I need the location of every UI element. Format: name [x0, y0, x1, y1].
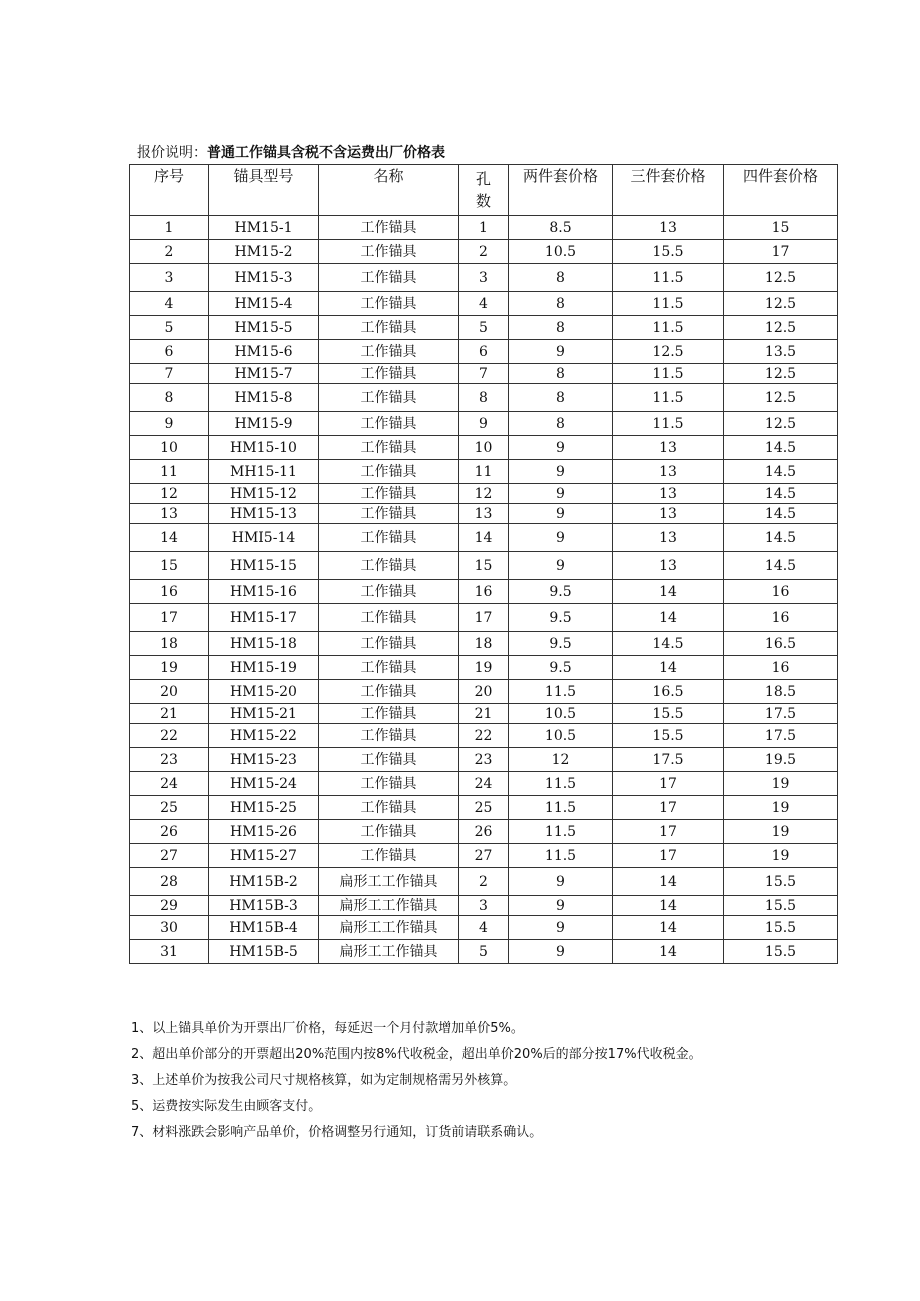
cell-model: HM15-17: [209, 604, 319, 632]
cell-two-set-price: 11.5: [509, 680, 613, 704]
cell-model: HM15-2: [209, 240, 319, 264]
cell-four-set-price: 12.5: [724, 292, 838, 316]
cell-holes: 4: [459, 916, 509, 940]
cell-four-set-price: 16: [724, 604, 838, 632]
table-row: [130, 844, 838, 868]
cell-holes: 17: [459, 604, 509, 632]
cell-name: 工作锚具: [319, 484, 459, 504]
table-body: [130, 216, 838, 964]
cell-model: HM15-6: [209, 340, 319, 364]
cell-two-set-price: 9: [509, 436, 613, 460]
cell-four-set-price: 12.5: [724, 316, 838, 340]
header-four-set: 四件套价格: [724, 165, 838, 216]
cell-two-set-price: 11.5: [509, 796, 613, 820]
cell-seq: 29: [130, 896, 209, 916]
cell-name: 工作锚具: [319, 316, 459, 340]
cell-three-set-price: 17: [613, 820, 724, 844]
cell-model: HM15-10: [209, 436, 319, 460]
cell-name: 工作锚具: [319, 364, 459, 384]
cell-model: HM15-22: [209, 724, 319, 748]
cell-four-set-price: 12.5: [724, 364, 838, 384]
table-row: [130, 940, 838, 964]
cell-two-set-price: 8: [509, 292, 613, 316]
cell-two-set-price: 11.5: [509, 844, 613, 868]
note-item: 2、超出单价部分的开票超出20%范围内按8%代收税金，超出单价20%后的部分按17%代收税金。: [131, 1047, 702, 1062]
cell-seq: 7: [130, 364, 209, 384]
cell-name: 工作锚具: [319, 504, 459, 524]
cell-holes: 21: [459, 704, 509, 724]
cell-holes: 16: [459, 580, 509, 604]
cell-model: HM15-19: [209, 656, 319, 680]
cell-two-set-price: 9: [509, 504, 613, 524]
cell-four-set-price: 14.5: [724, 504, 838, 524]
cell-four-set-price: 15.5: [724, 916, 838, 940]
cell-holes: 19: [459, 656, 509, 680]
cell-holes: 1: [459, 216, 509, 240]
cell-seq: 18: [130, 632, 209, 656]
header-row: [130, 165, 838, 216]
header-model: 锚具型号: [209, 165, 319, 216]
cell-four-set-price: 12.5: [724, 384, 838, 412]
cell-model: HM15-8: [209, 384, 319, 412]
table-row: [130, 412, 838, 436]
header-holes: [459, 165, 509, 216]
cell-seq: 27: [130, 844, 209, 868]
cell-name: 工作锚具: [319, 412, 459, 436]
cell-four-set-price: 15.5: [724, 868, 838, 896]
cell-two-set-price: 10.5: [509, 240, 613, 264]
cell-holes: 3: [459, 896, 509, 916]
table-row: [130, 340, 838, 364]
table-row: [130, 748, 838, 772]
cell-two-set-price: 10.5: [509, 704, 613, 724]
cell-model: HM15B-2: [209, 868, 319, 896]
cell-name: 工作锚具: [319, 552, 459, 580]
cell-seq: 13: [130, 504, 209, 524]
cell-model: HM15-18: [209, 632, 319, 656]
cell-three-set-price: 13: [613, 484, 724, 504]
cell-three-set-price: 16.5: [613, 680, 724, 704]
cell-four-set-price: 17.5: [724, 724, 838, 748]
cell-holes: 24: [459, 772, 509, 796]
cell-three-set-price: 13: [613, 216, 724, 240]
table-row: [130, 896, 838, 916]
cell-two-set-price: 11.5: [509, 772, 613, 796]
cell-name: 工作锚具: [319, 292, 459, 316]
table-row: [130, 580, 838, 604]
cell-two-set-price: 9: [509, 916, 613, 940]
cell-name: 工作锚具: [319, 724, 459, 748]
cell-model: HM15B-3: [209, 896, 319, 916]
cell-name: 工作锚具: [319, 772, 459, 796]
cell-four-set-price: 16.5: [724, 632, 838, 656]
cell-three-set-price: 17: [613, 796, 724, 820]
cell-two-set-price: 9.5: [509, 656, 613, 680]
cell-name: 工作锚具: [319, 460, 459, 484]
cell-seq: 23: [130, 748, 209, 772]
cell-seq: 8: [130, 384, 209, 412]
cell-holes: 3: [459, 264, 509, 292]
cell-two-set-price: 10.5: [509, 724, 613, 748]
cell-name: 工作锚具: [319, 820, 459, 844]
cell-two-set-price: 8: [509, 364, 613, 384]
cell-holes: 20: [459, 680, 509, 704]
header-two-set: 两件套价格: [509, 165, 613, 216]
cell-seq: 1: [130, 216, 209, 240]
cell-name: 扁形工工作锚具: [319, 868, 459, 896]
table-row: [130, 680, 838, 704]
cell-three-set-price: 17.5: [613, 748, 724, 772]
cell-seq: 14: [130, 524, 209, 552]
cell-holes: 22: [459, 724, 509, 748]
cell-model: HM15-26: [209, 820, 319, 844]
cell-three-set-price: 13: [613, 552, 724, 580]
table-row: [130, 524, 838, 552]
header-name: 名称: [319, 165, 459, 216]
cell-model: HM15-1: [209, 216, 319, 240]
cell-two-set-price: 8: [509, 412, 613, 436]
cell-two-set-price: 9: [509, 460, 613, 484]
cell-three-set-price: 11.5: [613, 364, 724, 384]
cell-name: 工作锚具: [319, 580, 459, 604]
note-item: 7、材料涨跌会影响产品单价，价格调整另行通知，订货前请联系确认。: [131, 1125, 543, 1140]
cell-model: HM15-15: [209, 552, 319, 580]
cell-four-set-price: 15.5: [724, 940, 838, 964]
cell-model: HM15-5: [209, 316, 319, 340]
cell-three-set-price: 14.5: [613, 632, 724, 656]
cell-two-set-price: 8: [509, 384, 613, 412]
cell-three-set-price: 11.5: [613, 384, 724, 412]
price-table: [129, 164, 838, 964]
cell-holes: 10: [459, 436, 509, 460]
cell-model: HM15-27: [209, 844, 319, 868]
cell-four-set-price: 14.5: [724, 524, 838, 552]
cell-four-set-price: 15: [724, 216, 838, 240]
cell-four-set-price: 16: [724, 656, 838, 680]
cell-holes: 4: [459, 292, 509, 316]
cell-name: 工作锚具: [319, 240, 459, 264]
cell-three-set-price: 11.5: [613, 292, 724, 316]
cell-holes: 2: [459, 240, 509, 264]
cell-holes: 11: [459, 460, 509, 484]
cell-four-set-price: 12.5: [724, 264, 838, 292]
table-row: [130, 656, 838, 680]
cell-holes: 8: [459, 384, 509, 412]
cell-three-set-price: 17: [613, 844, 724, 868]
note-item: 1、以上锚具单价为开票出厂价格，每延迟一个月付款增加单价5%。: [131, 1021, 524, 1036]
table-row: [130, 772, 838, 796]
cell-model: HM15-23: [209, 748, 319, 772]
table-title: [137, 143, 445, 163]
cell-model: HM15-24: [209, 772, 319, 796]
table-row: [130, 504, 838, 524]
cell-name: 工作锚具: [319, 704, 459, 724]
cell-four-set-price: 18.5: [724, 680, 838, 704]
table-row: [130, 292, 838, 316]
table-row: [130, 868, 838, 896]
cell-two-set-price: 8: [509, 264, 613, 292]
table-row: [130, 460, 838, 484]
cell-three-set-price: 14: [613, 896, 724, 916]
cell-model: HM15B-4: [209, 916, 319, 940]
table-row: [130, 364, 838, 384]
cell-four-set-price: 19: [724, 844, 838, 868]
header-three-set: 三件套价格: [613, 165, 724, 216]
cell-name: 扁形工工作锚具: [319, 940, 459, 964]
cell-four-set-price: 13.5: [724, 340, 838, 364]
cell-two-set-price: 9.5: [509, 604, 613, 632]
cell-seq: 17: [130, 604, 209, 632]
cell-model: HM15-13: [209, 504, 319, 524]
cell-name: 工作锚具: [319, 604, 459, 632]
cell-seq: 19: [130, 656, 209, 680]
note-item: 5、运费按实际发生由顾客支付。: [131, 1099, 322, 1114]
cell-three-set-price: 11.5: [613, 316, 724, 340]
cell-three-set-price: 12.5: [613, 340, 724, 364]
table-row: [130, 384, 838, 412]
cell-four-set-price: 17: [724, 240, 838, 264]
cell-three-set-price: 17: [613, 772, 724, 796]
table-row: [130, 316, 838, 340]
cell-three-set-price: 13: [613, 460, 724, 484]
cell-two-set-price: 9: [509, 940, 613, 964]
cell-two-set-price: 9: [509, 868, 613, 896]
cell-seq: 22: [130, 724, 209, 748]
cell-seq: 26: [130, 820, 209, 844]
cell-four-set-price: 14.5: [724, 460, 838, 484]
cell-model: MH15-11: [209, 460, 319, 484]
cell-model: HM15-12: [209, 484, 319, 504]
table-row: [130, 724, 838, 748]
cell-three-set-price: 14: [613, 604, 724, 632]
cell-seq: 15: [130, 552, 209, 580]
cell-seq: 21: [130, 704, 209, 724]
cell-name: 工作锚具: [319, 264, 459, 292]
table-row: [130, 704, 838, 724]
note-item: 3、上述单价为按我公司尺寸规格核算，如为定制规格需另外核算。: [131, 1073, 517, 1088]
cell-name: 工作锚具: [319, 632, 459, 656]
cell-model: HM15-9: [209, 412, 319, 436]
cell-four-set-price: 19: [724, 820, 838, 844]
cell-four-set-price: 12.5: [724, 412, 838, 436]
cell-two-set-price: 9: [509, 552, 613, 580]
cell-four-set-price: 16: [724, 580, 838, 604]
cell-two-set-price: 8.5: [509, 216, 613, 240]
cell-three-set-price: 14: [613, 868, 724, 896]
cell-seq: 16: [130, 580, 209, 604]
cell-three-set-price: 11.5: [613, 264, 724, 292]
table-row: [130, 552, 838, 580]
cell-holes: 15: [459, 552, 509, 580]
cell-holes: 6: [459, 340, 509, 364]
cell-seq: 3: [130, 264, 209, 292]
cell-holes: 5: [459, 316, 509, 340]
cell-two-set-price: 9.5: [509, 580, 613, 604]
cell-two-set-price: 9: [509, 896, 613, 916]
cell-three-set-price: 14: [613, 656, 724, 680]
cell-two-set-price: 9: [509, 340, 613, 364]
title-main: 普通工作锚具含税不含运费出厂价格表: [207, 145, 445, 161]
cell-name: 工作锚具: [319, 436, 459, 460]
cell-three-set-price: 13: [613, 504, 724, 524]
cell-model: HMI5-14: [209, 524, 319, 552]
table-row: [130, 632, 838, 656]
cell-seq: 24: [130, 772, 209, 796]
cell-seq: 2: [130, 240, 209, 264]
cell-holes: 5: [459, 940, 509, 964]
cell-name: 工作锚具: [319, 384, 459, 412]
cell-seq: 20: [130, 680, 209, 704]
cell-four-set-price: 19: [724, 772, 838, 796]
cell-three-set-price: 15.5: [613, 724, 724, 748]
cell-two-set-price: 9: [509, 484, 613, 504]
cell-seq: 11: [130, 460, 209, 484]
cell-model: HM15-20: [209, 680, 319, 704]
table-row: [130, 216, 838, 240]
cell-model: HM15-16: [209, 580, 319, 604]
notes-list: [131, 1016, 702, 1146]
cell-model: HM15-7: [209, 364, 319, 384]
cell-three-set-price: 13: [613, 524, 724, 552]
table-row: [130, 436, 838, 460]
cell-two-set-price: 11.5: [509, 820, 613, 844]
cell-three-set-price: 14: [613, 580, 724, 604]
cell-name: 工作锚具: [319, 216, 459, 240]
cell-name: 工作锚具: [319, 680, 459, 704]
cell-two-set-price: 12: [509, 748, 613, 772]
table-row: [130, 916, 838, 940]
cell-seq: 25: [130, 796, 209, 820]
cell-holes: 26: [459, 820, 509, 844]
cell-seq: 12: [130, 484, 209, 504]
cell-two-set-price: 9.5: [509, 632, 613, 656]
cell-seq: 10: [130, 436, 209, 460]
cell-seq: 9: [130, 412, 209, 436]
cell-holes: 23: [459, 748, 509, 772]
cell-holes: 13: [459, 504, 509, 524]
table-row: [130, 240, 838, 264]
header-holes-text: 孔数: [476, 170, 492, 210]
cell-holes: 18: [459, 632, 509, 656]
cell-name: 扁形工工作锚具: [319, 916, 459, 940]
cell-name: 工作锚具: [319, 796, 459, 820]
cell-four-set-price: 14.5: [724, 436, 838, 460]
cell-holes: 27: [459, 844, 509, 868]
table-row: [130, 264, 838, 292]
cell-three-set-price: 14: [613, 916, 724, 940]
cell-four-set-price: 15.5: [724, 896, 838, 916]
cell-two-set-price: 8: [509, 316, 613, 340]
table-row: [130, 820, 838, 844]
cell-name: 工作锚具: [319, 340, 459, 364]
cell-seq: 5: [130, 316, 209, 340]
cell-seq: 6: [130, 340, 209, 364]
cell-name: 工作锚具: [319, 656, 459, 680]
cell-three-set-price: 14: [613, 940, 724, 964]
cell-seq: 28: [130, 868, 209, 896]
cell-three-set-price: 15.5: [613, 240, 724, 264]
cell-model: HM15B-5: [209, 940, 319, 964]
cell-four-set-price: 19.5: [724, 748, 838, 772]
cell-name: 工作锚具: [319, 748, 459, 772]
cell-name: 工作锚具: [319, 524, 459, 552]
table-row: [130, 796, 838, 820]
cell-two-set-price: 9: [509, 524, 613, 552]
cell-model: HM15-3: [209, 264, 319, 292]
cell-name: 扁形工工作锚具: [319, 896, 459, 916]
cell-model: HM15-21: [209, 704, 319, 724]
cell-four-set-price: 14.5: [724, 552, 838, 580]
cell-four-set-price: 19: [724, 796, 838, 820]
cell-holes: 12: [459, 484, 509, 504]
cell-holes: 7: [459, 364, 509, 384]
cell-holes: 9: [459, 412, 509, 436]
cell-name: 工作锚具: [319, 844, 459, 868]
cell-seq: 30: [130, 916, 209, 940]
cell-holes: 2: [459, 868, 509, 896]
cell-seq: 31: [130, 940, 209, 964]
cell-three-set-price: 11.5: [613, 412, 724, 436]
table-row: [130, 604, 838, 632]
cell-seq: 4: [130, 292, 209, 316]
cell-holes: 25: [459, 796, 509, 820]
cell-model: HM15-25: [209, 796, 319, 820]
cell-three-set-price: 13: [613, 436, 724, 460]
cell-holes: 14: [459, 524, 509, 552]
title-prefix: 报价说明：: [137, 145, 207, 161]
cell-model: HM15-4: [209, 292, 319, 316]
table-row: [130, 484, 838, 504]
cell-four-set-price: 17.5: [724, 704, 838, 724]
cell-three-set-price: 15.5: [613, 704, 724, 724]
header-seq: 序号: [130, 165, 209, 216]
cell-four-set-price: 14.5: [724, 484, 838, 504]
